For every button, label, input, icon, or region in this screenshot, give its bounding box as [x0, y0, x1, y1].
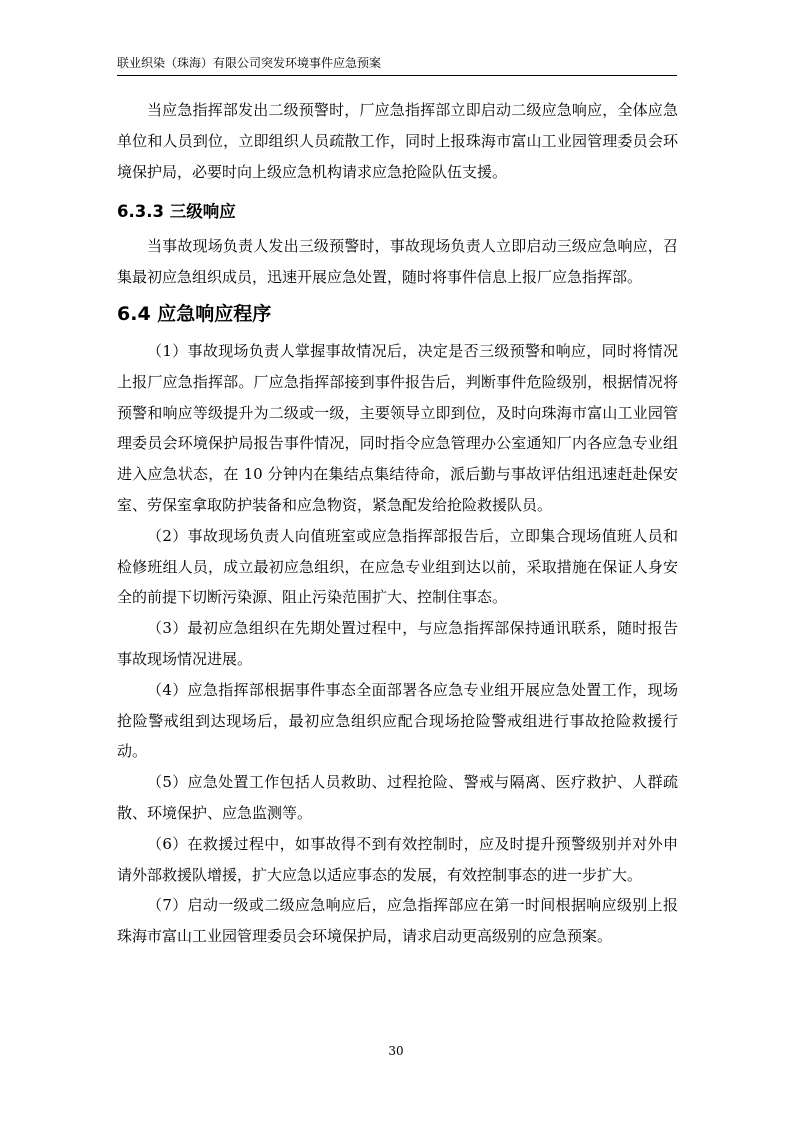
text-line: 故评估组迅速赶赴保安室、劳保室拿取防护装备和应急物资，紧急配发给抢险救 [117, 465, 678, 514]
paragraph-633-level3-response [117, 231, 678, 293]
list-item-6 [117, 829, 678, 891]
text-line: 援队员。 [492, 495, 553, 514]
section-heading-633: 6.3.3 三级响应 [117, 202, 236, 221]
list-item-3 [117, 613, 678, 675]
text-line: （6）在救援过程中，如事故得不到有效控制时，应及时提升预警级别并对 [147, 834, 648, 853]
section-64 [117, 301, 678, 327]
paragraph-632-level2-response [117, 95, 678, 187]
page-number: 30 [388, 1044, 404, 1058]
section-632-tail [117, 95, 678, 187]
section-633-body [117, 231, 678, 293]
text-line: 情况上报厂应急指挥部。厂应急指挥部接到事件报告后，判断事件危险级别，根 [117, 342, 678, 391]
text-line: 外申请外部救援队增援，扩大应急以适应事态的发展，有效控制事态的进一步扩 [117, 834, 678, 884]
text-line: 应急单位和人员到位，立即组织人员疏散工作，同时上报珠海市富山工业园管理 [117, 101, 678, 150]
text-line: 救援行动。 [117, 711, 678, 761]
text-line: （5）应急处置工作包括人员救助、过程抢险、警戒与隔离、医疗救护、人 [147, 773, 648, 792]
text-line: 当应急指挥部发出二级预警时，厂应急指挥部立即启动二级应急响应，全体 [147, 101, 648, 119]
text-line: 委员会环境保护局，必要时向上级应急机构请求应急抢险队伍支援。 [117, 131, 678, 181]
list-item-2 [117, 521, 678, 613]
text-line: 当事故现场负责人发出三级预警时，事故现场负责人立即启动三级应急响应， [147, 237, 663, 255]
text-line: 上报珠海市富山工业园管理委员会环境保护局，请求启动更高级别的应急预案。 [117, 896, 678, 946]
list-item-5 [117, 767, 678, 829]
text-line: 据情况将预警和响应等级提升为二级或一级，主要领导立即到位，及时向珠海市 [117, 372, 678, 422]
text-line: 厂内各应急专业组进入应急状态，在 10 分钟内在集结点集结待命，派后勤与事 [117, 434, 678, 484]
text-line: （1）事故现场负责人掌握事故情况后，决定是否三级预警和响应，同时将 [147, 342, 648, 360]
section-heading-64: 6.4 应急响应程序 [117, 303, 272, 325]
page-header [117, 55, 677, 76]
text-line: （4）应急指挥部根据事件事态全面部署各应急专业组开展应急处置工作， [147, 680, 648, 699]
text-line: 证人身安全的前提下切断污染源、阻止污染范围扩大、控制住事态。 [117, 557, 678, 607]
document-title: 联业织染（珠海）有限公司突发环境事件应急预案 [117, 56, 382, 70]
text-line: 大。 [612, 865, 643, 884]
text-line: 报告事故现场情况进展。 [117, 619, 678, 668]
text-line: 现场抢险警戒组到达现场后，最初应急组织应配合现场抢险警戒组进行事故抢险 [117, 680, 678, 730]
text-line: 员和检修班组人员，成立最初应急组织，在应急专业组到达以前，采取措施在保 [117, 526, 678, 576]
list-item-7 [117, 890, 678, 952]
section-633 [117, 201, 678, 223]
list-item-1 [117, 336, 678, 521]
text-line: （2）事故现场负责人向值班室或应急指挥部报告后，立即集合现场值班人 [147, 526, 648, 545]
text-line: 富山工业园管理委员会环境保护局报告事件情况，同时指令应急管理办公室通知 [117, 403, 678, 453]
text-line: （3）最初应急组织在先期处置过程中，与应急指挥部保持通讯联系，随时 [147, 619, 648, 638]
text-line: 群疏散、环境保护、应急监测等。 [117, 773, 678, 822]
list-item-4 [117, 675, 678, 767]
text-line: 召集最初应急组织成员，迅速开展应急处置，随时将事件信息上报厂应急指挥部。 [117, 237, 678, 286]
section-64-body [117, 336, 678, 952]
text-line: （7）启动一级或二级应急响应后，应急指挥部应在第一时间根据响应级别 [147, 896, 648, 915]
